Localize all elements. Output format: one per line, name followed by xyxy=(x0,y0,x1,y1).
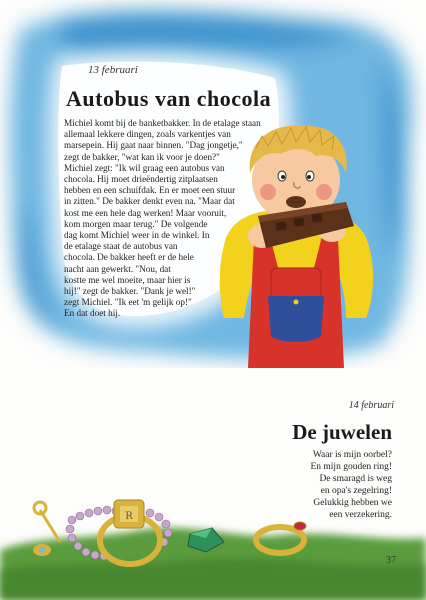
story-title: Autobus van chocola xyxy=(66,86,272,111)
poem-date: 14 februari xyxy=(348,400,394,411)
jewels-illustration xyxy=(0,480,426,600)
poem-line: De smaragd is weg xyxy=(319,474,392,484)
page-number: 37 xyxy=(386,555,396,566)
boy-illustration xyxy=(196,118,396,368)
poem-line: Waar is mijn oorbel? xyxy=(312,450,392,460)
poem-line: En mijn gouden ring! xyxy=(310,462,392,472)
story-text: Michiel komt bij de banketbakker. In de etalage staan allemaal lekkere dingen, zoals varkentjes van marsepein. Hij gaat naar binnen. "Dag jongetje," zegt de bakker, "wat kan ik voor je doen?" Michiel zegt: "Ik wil graag een autobus van chocola. Hij moet drieëndertig zitplaatsen hebben en een schuifdak. En er moet een stuur in zitten." De bakker denkt even na. "Maar dat kost me een hele dag werken! Maar vooruit, kom morgen maar terug." De volgende dag komt Michiel weer in de winkel. In de etalage staat de autobus van chocola. De bakker heeft er de hele nacht aan gewerkt. "Nou, dat kostte me wel moeite, maar hier is hij!" zegt de bakker. "Dank je wel!" zegt Michiel. "Ik eet 'm gelijk op!" En dat doet hij. xyxy=(64,118,261,319)
poem-line: Gelukkig hebben we xyxy=(313,498,392,508)
poem-line: en opa's zegelring! xyxy=(320,486,392,496)
poem-title: De juwelen xyxy=(292,420,392,444)
story-date: 13 februari xyxy=(88,64,138,76)
svg-text:R: R xyxy=(125,511,133,522)
poem-line: een verzekering. xyxy=(329,510,392,520)
